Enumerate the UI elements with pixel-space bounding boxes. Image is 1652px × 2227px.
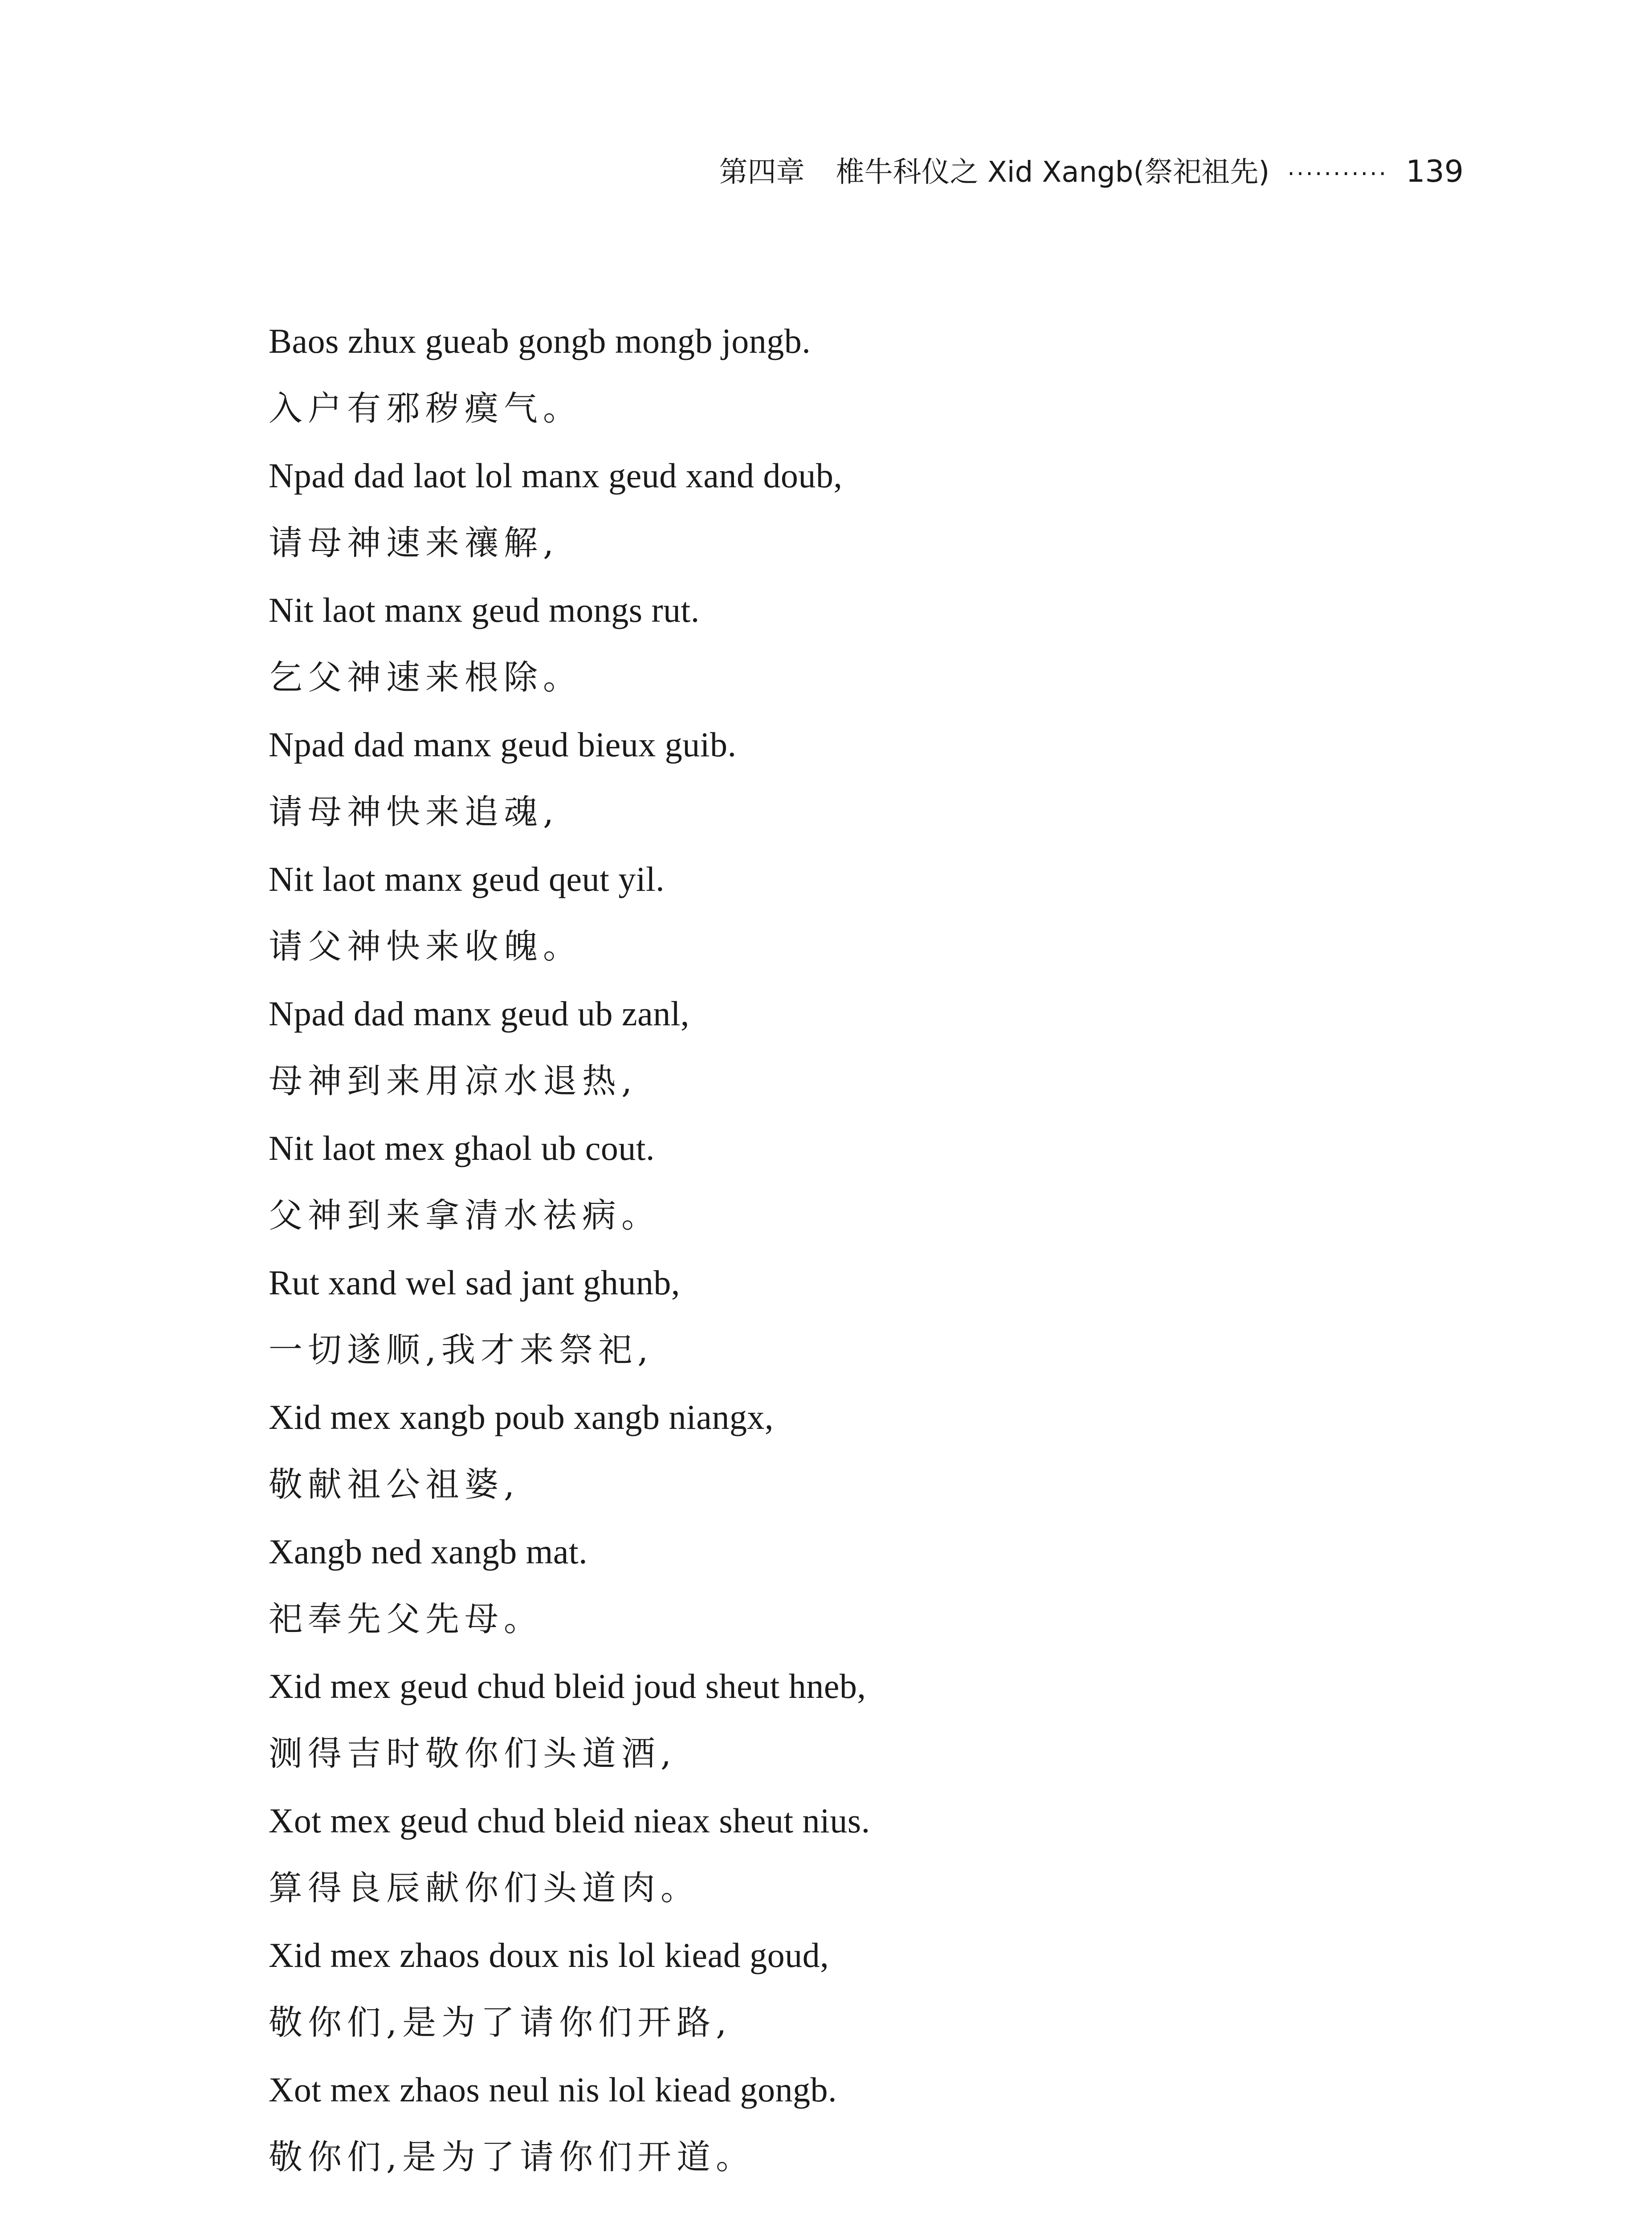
chinese-line: 请母神快来追魂, (269, 792, 559, 832)
running-header (719, 149, 1464, 190)
chinese-line: 一切遂顺,我才来祭祀, (269, 1330, 654, 1370)
chapter-label: 第四章 (719, 156, 805, 189)
miao-line: Xangb ned xangb mat. (269, 1532, 588, 1571)
page-number: 139 (1406, 154, 1464, 189)
miao-line: Npad dad manx geud ub zanl, (269, 994, 689, 1033)
chinese-line: 入户有邪秽瘼气。 (269, 388, 582, 428)
miao-line: Xid mex geud chud bleid joud sheut hneb, (269, 1667, 866, 1705)
miao-line: Xot mex zhaos neul nis lol kiead gongb. (269, 2070, 837, 2109)
miao-line: Baos zhux gueab gongb mongb jongb. (269, 322, 811, 360)
chinese-line: 父神到来拿清水祛病。 (269, 1195, 661, 1235)
miao-line: Xid mex xangb poub xangb niangx, (269, 1398, 774, 1436)
chinese-line: 请父神快来收魄。 (269, 926, 582, 966)
chinese-line: 算得良辰献你们头道肉。 (269, 1868, 700, 1908)
chinese-line: 测得吉时敬你们头道酒, (269, 1733, 677, 1773)
chinese-line: 母神到来用凉水退热, (269, 1061, 638, 1101)
section-title: 椎牛科仪之 Xid Xangb(祭祀祖先) (836, 156, 1270, 189)
miao-line: Xid mex zhaos doux nis lol kiead goud, (269, 1936, 829, 1974)
miao-line: Rut xand wel sad jant ghunb, (269, 1263, 680, 1302)
miao-line: Npad dad laot lol manx geud xand doub, (269, 456, 843, 495)
chinese-line: 乞父神速来根除。 (269, 657, 582, 697)
chinese-line: 请母神速来禳解, (269, 523, 559, 563)
dot-leader: ··········· (1287, 161, 1388, 188)
verse-body (269, 307, 1471, 2190)
miao-line: Npad dad manx geud bieux guib. (269, 725, 737, 764)
chinese-line: 敬献祖公祖婆, (269, 1464, 520, 1504)
miao-line: Nit laot manx geud qeut yil. (269, 860, 665, 898)
chinese-line: 敬你们,是为了请你们开道。 (269, 2137, 755, 2177)
miao-line: Xot mex geud chud bleid nieax sheut nius. (269, 1801, 870, 1840)
chinese-line: 敬你们,是为了请你们开路, (269, 2003, 732, 2042)
miao-line: Nit laot mex ghaol ub cout. (269, 1129, 655, 1167)
miao-line: Nit laot manx geud mongs rut. (269, 591, 700, 629)
chinese-line: 祀奉先父先母。 (269, 1599, 543, 1639)
